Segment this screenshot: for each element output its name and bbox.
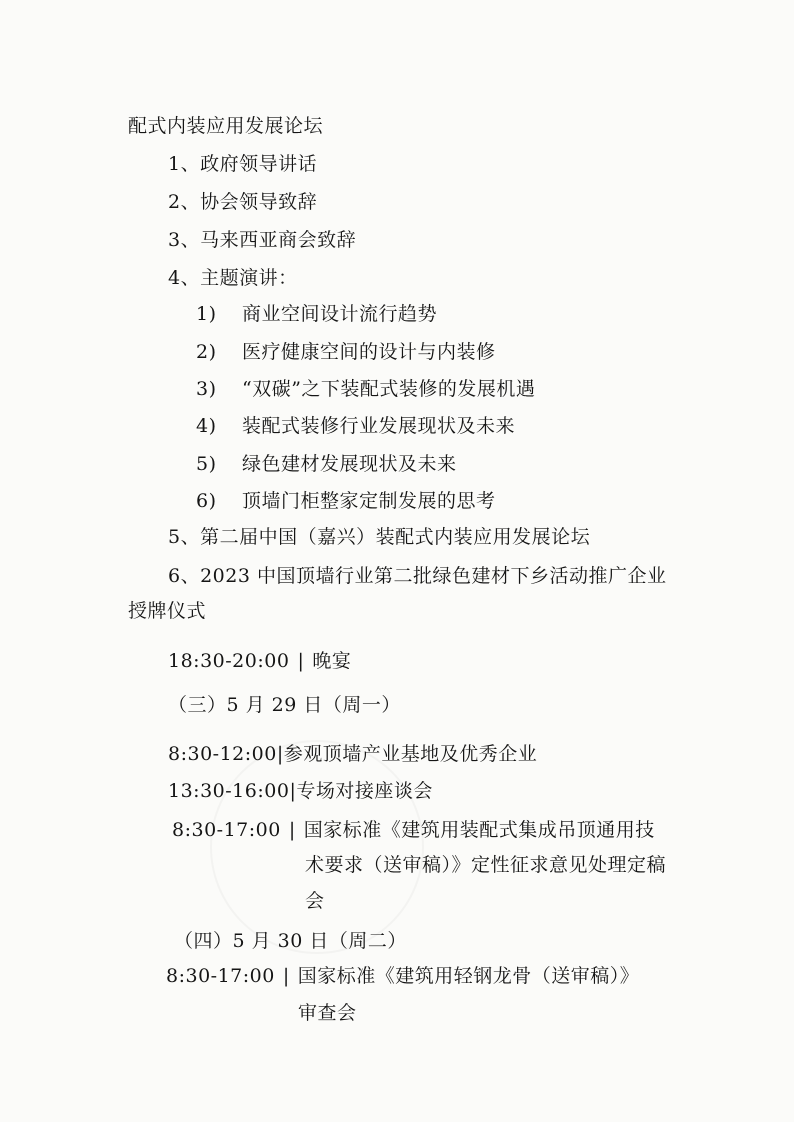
talk-title: 绿色建材发展现状及未来 (242, 453, 457, 475)
event-time: 8:30-12:00 (168, 743, 277, 765)
meeting-title-line1: 国家标准《建筑用装配式集成吊顶通用技 (303, 819, 655, 841)
meeting-title-line2: 术要求（送审稿）》定性征求意见处理定稿 (305, 854, 667, 876)
dinner-label: 晚宴 (312, 650, 352, 672)
agenda-item-2: 2、协会领导致辞 (168, 191, 318, 213)
agenda-item-1: 1、政府领导讲话 (168, 153, 318, 175)
talk-item (196, 489, 496, 513)
agenda-item-5: 5、第二届中国（嘉兴）装配式内装应用发展论坛 (168, 526, 591, 548)
talk-item (196, 377, 535, 401)
talk-number: 2) (196, 341, 217, 363)
separator: | (276, 743, 284, 765)
talk-number: 4) (196, 415, 217, 437)
talk-title: “双碳”之下装配式装修的发展机遇 (242, 378, 536, 400)
meeting-title-line1: 国家标准《建筑用轻钢龙骨（送审稿）》 (297, 965, 640, 987)
separator: | (289, 780, 297, 802)
agenda-item-6-line1: 6、2023 中国顶墙行业第二批绿色建材下乡活动推广企业 (168, 565, 667, 587)
talk-title: 商业空间设计流行趋势 (242, 303, 438, 325)
faint-stamp-mark (210, 740, 424, 954)
meeting-title-line3: 会 (305, 890, 325, 912)
schedule-row (168, 742, 537, 766)
agenda-item-3: 3、马来西亚商会致辞 (168, 229, 357, 251)
dinner-row (168, 649, 351, 673)
event-text: 专场对接座谈会 (296, 780, 433, 802)
schedule-row (168, 779, 433, 803)
talk-item (196, 414, 515, 438)
talk-title: 医疗健康空间的设计与内装修 (242, 341, 496, 363)
talk-number: 1) (196, 303, 217, 325)
meeting-title-line2: 审查会 (298, 1002, 357, 1024)
agenda-item-6-line2: 授牌仪式 (128, 600, 207, 622)
separator: | (282, 965, 290, 987)
talk-title: 顶墙门柜整家定制发展的思考 (242, 490, 496, 512)
separator: | (288, 819, 296, 841)
talk-number: 5) (196, 453, 217, 475)
meeting-time: 8:30-17:00 (166, 965, 275, 987)
talk-number: 6) (196, 490, 217, 512)
meeting-row (172, 818, 655, 842)
talk-item (196, 452, 457, 476)
intro-line: 配式内装应用发展论坛 (128, 115, 324, 137)
talk-item (196, 340, 496, 364)
day3-heading: （三）5 月 29 日（周一） (168, 694, 401, 716)
dinner-time: 18:30-20:00 (168, 650, 290, 672)
talk-item (196, 302, 437, 326)
talk-number: 3) (196, 378, 217, 400)
agenda-item-4: 4、主题演讲： (168, 267, 298, 289)
talk-title: 装配式装修行业发展现状及未来 (242, 415, 516, 437)
meeting-row (166, 964, 639, 988)
meeting-time: 8:30-17:00 (172, 819, 281, 841)
event-text: 参观顶墙产业基地及优秀企业 (283, 743, 538, 765)
separator: | (297, 650, 305, 672)
event-time: 13:30-16:00 (168, 780, 290, 802)
day4-heading: （四）5 月 30 日（周二） (174, 930, 407, 952)
